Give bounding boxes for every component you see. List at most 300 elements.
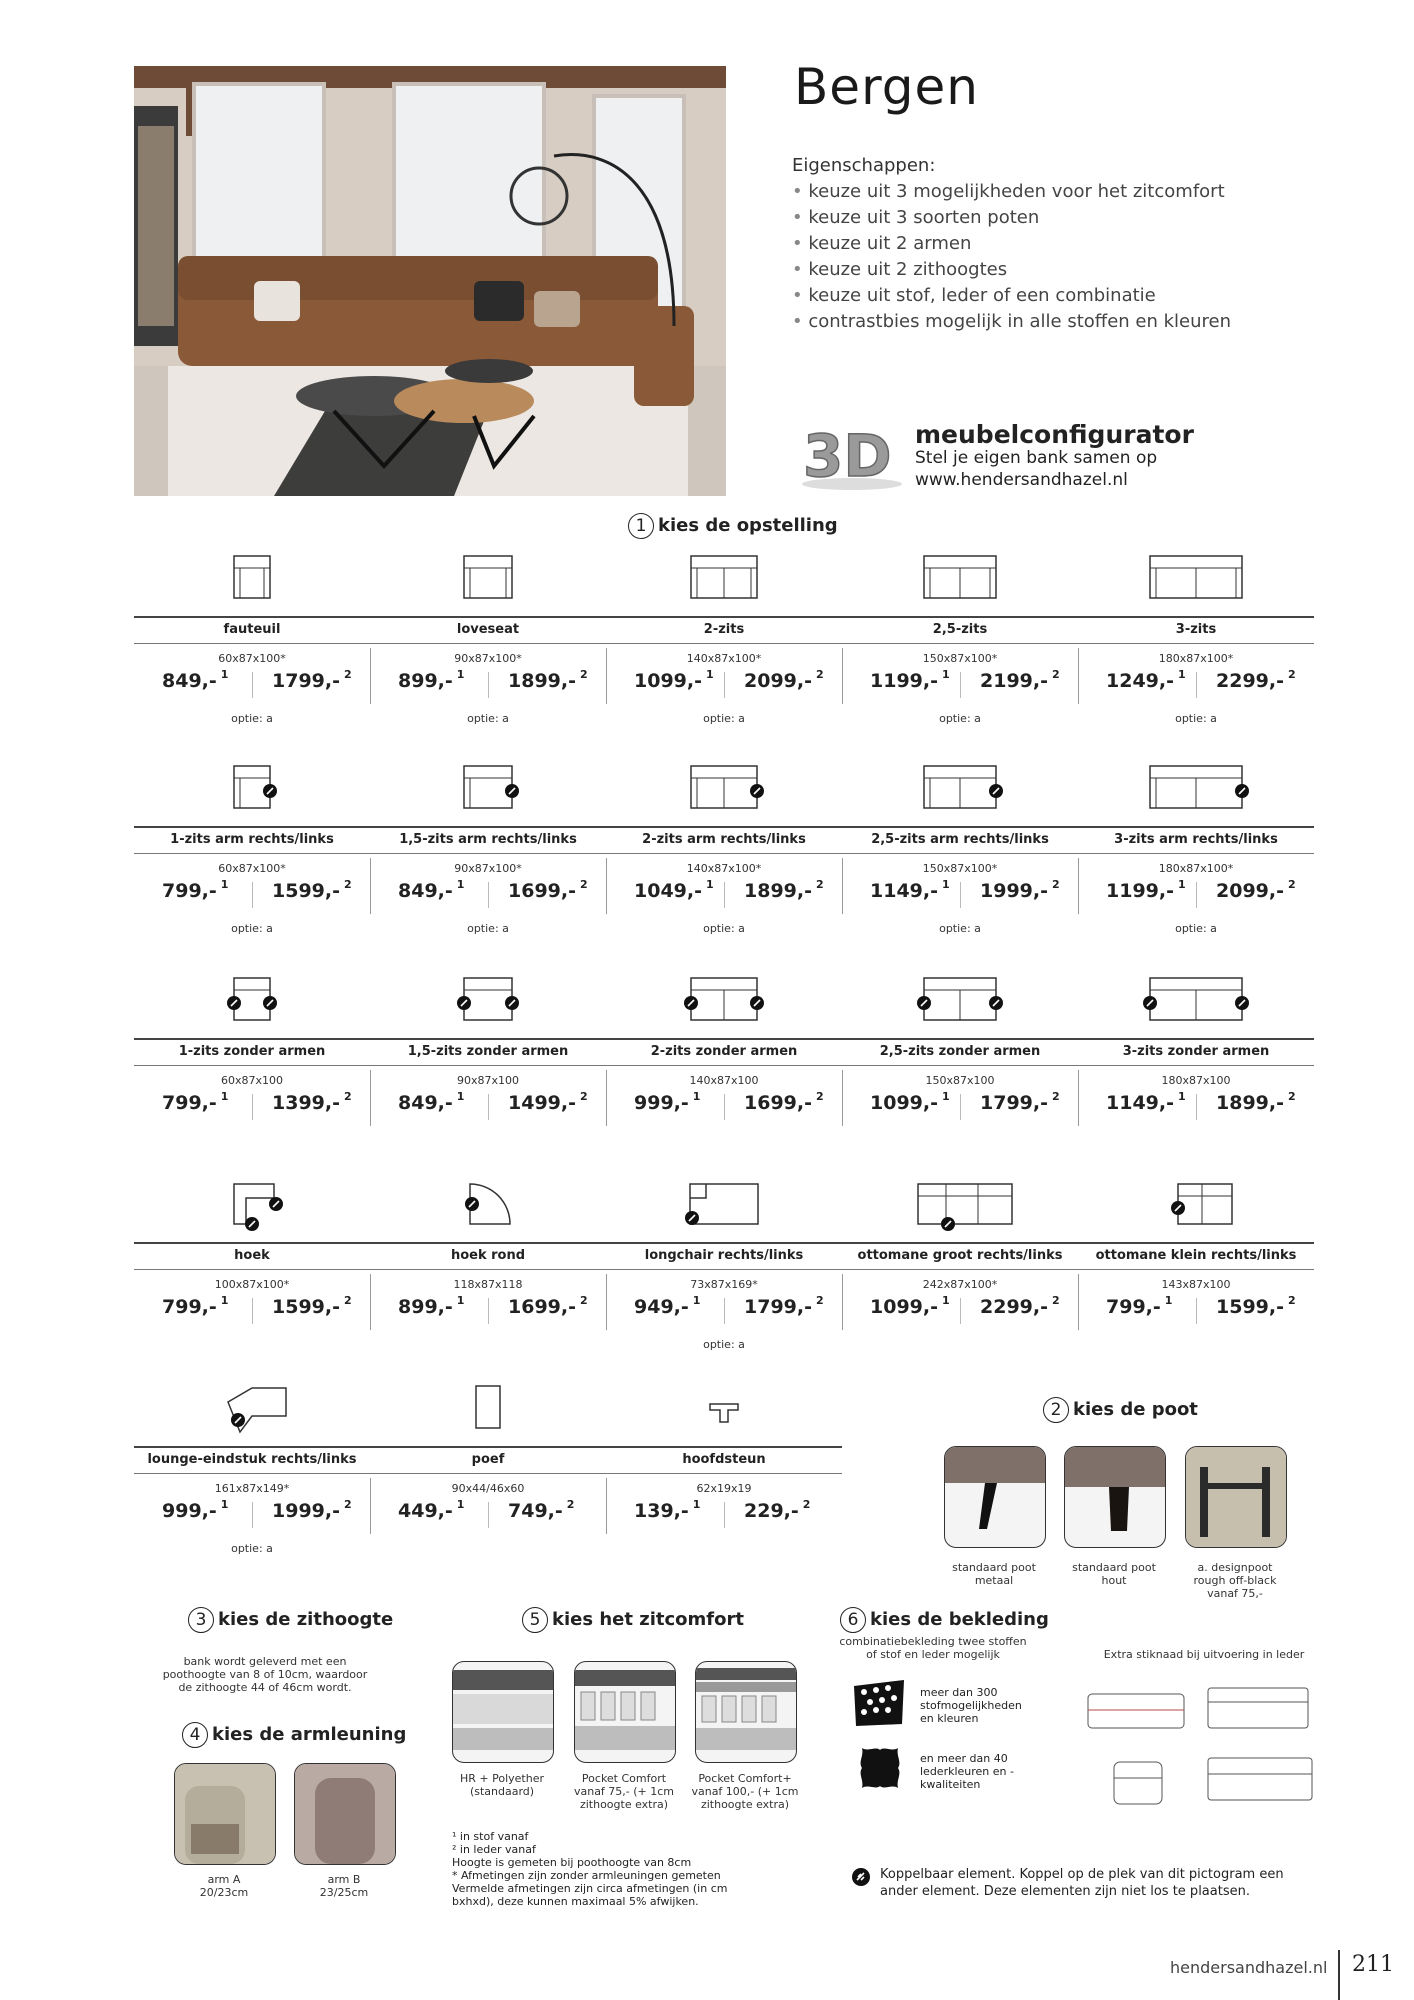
price-leather	[980, 1296, 1060, 1318]
link-icon	[263, 784, 277, 798]
element-name: 3-zits zonder armen	[1122, 1044, 1270, 1059]
price-value: 449,-	[398, 1500, 453, 1522]
price-fabric	[634, 1092, 700, 1114]
price-divider	[488, 882, 489, 908]
element-option: optie: a	[703, 1338, 745, 1351]
footnote-mark: 2	[1051, 668, 1060, 681]
price-value: 849,-	[162, 670, 217, 692]
element-diagram-icon	[370, 552, 606, 612]
price-fabric	[634, 1296, 700, 1318]
price-value: 1799,-	[980, 1092, 1048, 1114]
price-value: 1099,-	[870, 1092, 938, 1114]
footnote-mark: 1	[220, 1294, 229, 1307]
element-diagram-icon	[134, 552, 370, 612]
seat-height-text: bank wordt geleverd met een poothoogte van 8 of 10cm, waardoor de zithoogte 44 of 46cm wordt.	[162, 1655, 368, 1694]
link-icon	[263, 996, 277, 1010]
element-option: optie: a	[1175, 712, 1217, 725]
link-icon	[684, 996, 698, 1010]
footnotes	[452, 1830, 727, 1908]
element-name: ottomane groot rechts/links	[857, 1248, 1063, 1263]
price-fabric	[398, 1296, 464, 1318]
element-diagram-icon	[842, 552, 1078, 612]
price-value: 1599,-	[272, 1296, 340, 1318]
price-divider	[252, 1502, 253, 1528]
price-value: 2199,-	[980, 670, 1048, 692]
price-fabric	[398, 1092, 464, 1114]
element-dimensions: 180x87x100*	[1158, 652, 1234, 665]
element-dimensions: 161x87x149*	[214, 1482, 290, 1495]
footnote: ² in leder vanaf	[452, 1843, 536, 1856]
element-name: 2-zits arm rechts/links	[642, 832, 806, 847]
fabric-text: meer dan 300 stofmogelijkheden en kleuren	[920, 1686, 1022, 1725]
row-divider	[134, 826, 1314, 828]
price-fabric	[634, 880, 714, 902]
element-dimensions: 90x87x100*	[454, 652, 522, 665]
link-icon	[1235, 996, 1249, 1010]
footnote-mark: 1	[941, 668, 950, 681]
link-icon	[465, 1197, 479, 1211]
link-icon	[505, 996, 519, 1010]
price-divider	[724, 1298, 725, 1324]
link-icon	[231, 1413, 245, 1427]
arm-label	[294, 1873, 394, 1899]
element-diagram-icon	[1078, 974, 1314, 1034]
price-leather	[508, 880, 588, 902]
element-option: optie: a	[703, 922, 745, 935]
row-divider	[134, 1242, 1314, 1244]
element-option: optie: a	[939, 712, 981, 725]
step-label: kies de opstelling	[658, 515, 838, 536]
price-leather	[980, 880, 1060, 902]
element-dimensions: 150x87x100*	[922, 652, 998, 665]
price-leather	[980, 1092, 1060, 1114]
step-6-title	[840, 1607, 1049, 1633]
arm-photo-b[interactable]	[294, 1763, 396, 1865]
element-diagram-icon	[1078, 762, 1314, 822]
element-name: lounge-eindstuk rechts/links	[147, 1452, 357, 1467]
price-value: 1899,-	[1216, 1092, 1284, 1114]
element-diagram-icon	[606, 552, 842, 612]
step-number: 6	[840, 1607, 866, 1633]
footnote-mark: 2	[579, 878, 588, 891]
price-value: 1049,-	[634, 880, 702, 902]
element-diagram-icon	[370, 762, 606, 822]
footnote-mark: 1	[1177, 1090, 1186, 1103]
price-fabric	[1106, 670, 1186, 692]
footnote-mark: 2	[1287, 668, 1296, 681]
element-name: 1-zits zonder armen	[178, 1044, 326, 1059]
price-value: 749,-	[508, 1500, 563, 1522]
price-fabric	[1106, 1296, 1172, 1318]
element-option: optie: a	[467, 712, 509, 725]
footnote-mark: 2	[579, 1294, 588, 1307]
footnote-mark: 1	[692, 1498, 701, 1511]
price-divider	[488, 1298, 489, 1324]
cell-divider	[370, 1070, 371, 1126]
property-item: • contrastbies mogelijk in alle stoffen en kleuren	[792, 309, 1231, 335]
leg-photo-metal[interactable]	[944, 1446, 1046, 1548]
price-fabric	[870, 1296, 950, 1318]
price-value: 229,-	[744, 1500, 799, 1522]
price-value: 949,-	[634, 1296, 689, 1318]
link-icon	[917, 996, 931, 1010]
price-divider	[724, 1094, 725, 1120]
price-divider	[1196, 672, 1197, 698]
price-divider	[1196, 1094, 1197, 1120]
cell-divider	[1078, 1070, 1079, 1126]
price-value: 1899,-	[744, 880, 812, 902]
comfort-photo-pocket[interactable]	[574, 1661, 676, 1763]
price-leather	[508, 670, 588, 692]
footnote-mark: 1	[456, 668, 465, 681]
price-value: 1699,-	[744, 1092, 812, 1114]
leg-label: a. designpoot rough off-black vanaf 75,-	[1193, 1561, 1277, 1600]
step-4-title	[182, 1722, 406, 1748]
price-value: 1699,-	[508, 880, 576, 902]
cell-divider	[1078, 648, 1079, 704]
step-number: 2	[1043, 1397, 1069, 1423]
element-dimensions: 90x44/46x60	[451, 1482, 525, 1495]
price-value: 849,-	[398, 1092, 453, 1114]
footnote-mark: 1	[220, 878, 229, 891]
price-leather	[272, 1500, 352, 1522]
element-dimensions: 180x87x100	[1161, 1074, 1231, 1087]
element-diagram-icon	[370, 1178, 606, 1238]
properties-list	[792, 179, 1231, 335]
price-leather	[1216, 880, 1296, 902]
link-icon	[505, 784, 519, 798]
price-value: 2099,-	[1216, 880, 1284, 902]
element-option: optie: a	[1175, 922, 1217, 935]
footnote-mark: 1	[705, 878, 714, 891]
price-leather	[1216, 1296, 1296, 1318]
arm-size: 20/23cm	[199, 1886, 249, 1899]
price-value: 1999,-	[980, 880, 1048, 902]
link-icon	[269, 1197, 283, 1211]
property-item: • keuze uit 3 mogelijkheden voor het zitcomfort	[792, 179, 1231, 205]
row-divider	[134, 1473, 842, 1474]
price-value: 999,-	[162, 1500, 217, 1522]
element-diagram-icon	[134, 1382, 370, 1442]
row-divider	[134, 1065, 1314, 1066]
footnote-mark: 2	[815, 668, 824, 681]
price-leather	[744, 1296, 824, 1318]
element-name: 2,5-zits arm rechts/links	[871, 832, 1049, 847]
3d-logo-icon	[797, 418, 907, 494]
footnote-mark: 1	[941, 1294, 950, 1307]
price-divider	[960, 882, 961, 908]
element-diagram-icon	[606, 762, 842, 822]
cell-divider	[370, 1274, 371, 1330]
element-dimensions: 150x87x100*	[922, 862, 998, 875]
price-fabric	[634, 1500, 700, 1522]
element-option: optie: a	[703, 712, 745, 725]
price-value: 1599,-	[272, 880, 340, 902]
configurator-title: meubelconfigurator	[915, 420, 1194, 449]
page-number: 211	[1352, 1952, 1394, 1977]
price-leather	[1216, 1092, 1296, 1114]
element-name: hoek	[234, 1248, 270, 1263]
leg-photo-wood[interactable]	[1064, 1446, 1166, 1548]
element-name: 2,5-zits	[932, 622, 988, 637]
footnote-mark: 1	[220, 1090, 229, 1103]
price-value: 2099,-	[744, 670, 812, 692]
link-icon	[685, 1211, 699, 1225]
price-value: 1399,-	[272, 1092, 340, 1114]
element-name: 2-zits	[703, 622, 745, 637]
price-fabric	[162, 1500, 228, 1522]
footnote-mark: 2	[343, 668, 352, 681]
footnote-mark: 2	[815, 1090, 824, 1103]
footnote-mark: 2	[1287, 1294, 1296, 1307]
price-value: 2299,-	[1216, 670, 1284, 692]
leg-photo-design[interactable]	[1185, 1446, 1287, 1548]
price-value: 1499,-	[508, 1092, 576, 1114]
row-divider	[134, 616, 1314, 618]
footnote-mark: 2	[1051, 1090, 1060, 1103]
price-fabric	[1106, 1092, 1186, 1114]
comfort-photo-hr[interactable]	[452, 1661, 554, 1763]
cell-divider	[842, 858, 843, 914]
step-number: 3	[188, 1607, 214, 1633]
3d-logo-text: 3D	[803, 422, 892, 490]
price-value: 1799,-	[744, 1296, 812, 1318]
step-label: kies de zithoogte	[218, 1609, 394, 1630]
price-value: 1899,-	[508, 670, 576, 692]
price-value: 849,-	[398, 880, 453, 902]
footer-divider	[1338, 1950, 1340, 2000]
properties-heading: Eigenschappen:	[792, 155, 936, 176]
step-number: 5	[522, 1607, 548, 1633]
price-divider	[724, 882, 725, 908]
property-item: • keuze uit 2 zithoogtes	[792, 257, 1231, 283]
element-option: optie: a	[939, 922, 981, 935]
element-dimensions: 90x87x100*	[454, 862, 522, 875]
price-leather	[980, 670, 1060, 692]
price-value: 1199,-	[1106, 880, 1174, 902]
footnote-mark: 2	[1051, 1294, 1060, 1307]
leg-label: standaard poot hout	[1072, 1561, 1156, 1587]
element-name: hoek rond	[450, 1248, 526, 1263]
footnote-mark: 1	[456, 1294, 465, 1307]
link-icon	[1235, 784, 1249, 798]
configurator-banner[interactable]	[797, 416, 1194, 498]
cell-divider	[370, 1478, 371, 1534]
footnote-mark: 2	[566, 1498, 575, 1511]
price-fabric	[162, 670, 228, 692]
element-name: loveseat	[456, 622, 520, 637]
element-dimensions: 90x87x100	[456, 1074, 519, 1087]
price-value: 899,-	[398, 670, 453, 692]
element-name: 3-zits arm rechts/links	[1114, 832, 1278, 847]
row-divider	[134, 853, 1314, 854]
element-diagram-icon	[134, 1178, 370, 1238]
footnote-mark: 1	[692, 1090, 701, 1103]
cell-divider	[1078, 858, 1079, 914]
cell-divider	[606, 1070, 607, 1126]
step-3-title	[188, 1607, 393, 1633]
footnote-mark: 2	[815, 1294, 824, 1307]
row-divider	[134, 1269, 1314, 1270]
price-fabric	[398, 880, 464, 902]
link-icon	[1143, 996, 1157, 1010]
price-value: 1599,-	[1216, 1296, 1284, 1318]
step-label: kies het zitcomfort	[552, 1609, 744, 1630]
property-item: • keuze uit stof, leder of een combinatie	[792, 283, 1231, 309]
row-divider	[134, 643, 1314, 644]
price-divider	[252, 882, 253, 908]
footnote-mark: 2	[815, 878, 824, 891]
element-dimensions: 118x87x118	[453, 1278, 523, 1291]
link-icon	[1171, 1201, 1185, 1215]
element-dimensions: 60x87x100*	[218, 862, 286, 875]
leg-label: standaard poot metaal	[952, 1561, 1036, 1587]
price-leather	[272, 1092, 352, 1114]
footnote: Hoogte is gemeten bij poothoogte van 8cm	[452, 1856, 692, 1869]
footnote: bxhxd), deze kunnen maximaal 5% afwijken.	[452, 1895, 699, 1908]
element-diagram-icon	[134, 762, 370, 822]
footnote-mark: 1	[692, 1294, 701, 1307]
element-dimensions: 180x87x100*	[1158, 862, 1234, 875]
price-fabric	[634, 670, 714, 692]
price-divider	[252, 1298, 253, 1324]
price-leather	[744, 1092, 824, 1114]
price-fabric	[1106, 880, 1186, 902]
price-fabric	[870, 670, 950, 692]
step-number: 1	[628, 513, 654, 539]
price-leather	[272, 670, 352, 692]
element-option: optie: a	[231, 712, 273, 725]
comfort-label: Pocket Comfort+ vanaf 100,- (+ 1cm zithoogte extra)	[691, 1772, 799, 1811]
configurator-url[interactable]: www.hendersandhazel.nl	[915, 470, 1128, 490]
element-name: 1,5-zits arm rechts/links	[399, 832, 577, 847]
footnote-mark: 1	[1164, 1294, 1173, 1307]
price-leather	[272, 1296, 352, 1318]
link-icon	[989, 784, 1003, 798]
footnote-mark: 2	[343, 878, 352, 891]
element-name: longchair rechts/links	[644, 1248, 804, 1263]
price-divider	[724, 672, 725, 698]
price-divider	[488, 672, 489, 698]
step-5-title	[522, 1607, 744, 1633]
footnote-mark: 1	[220, 1498, 229, 1511]
price-value: 799,-	[1106, 1296, 1161, 1318]
link-icon	[989, 996, 1003, 1010]
price-value: 899,-	[398, 1296, 453, 1318]
element-dimensions: 60x87x100*	[218, 652, 286, 665]
element-diagram-icon	[370, 974, 606, 1034]
element-diagram-icon	[370, 1382, 606, 1442]
price-value: 799,-	[162, 880, 217, 902]
arm-name: arm A	[207, 1873, 241, 1886]
cell-divider	[842, 1070, 843, 1126]
element-diagram-icon	[606, 1382, 842, 1442]
hero-photo	[134, 66, 726, 496]
price-divider	[1196, 1298, 1197, 1324]
price-value: 139,-	[634, 1500, 689, 1522]
price-value: 1099,-	[870, 1296, 938, 1318]
stitch-text: Extra stiknaad bij uitvoering in leder	[1103, 1648, 1305, 1661]
element-name: 1-zits arm rechts/links	[170, 832, 334, 847]
cell-divider	[370, 648, 371, 704]
step-number: 4	[182, 1722, 208, 1748]
price-divider	[724, 1502, 725, 1528]
configurator-line1: Stel je eigen bank samen op	[915, 448, 1158, 468]
footnote-mark: 1	[941, 1090, 950, 1103]
footnote-mark: 2	[579, 1090, 588, 1103]
price-leather	[508, 1500, 574, 1522]
footnote-mark: 2	[1287, 1090, 1296, 1103]
element-diagram-icon	[1078, 1178, 1314, 1238]
price-divider	[252, 1094, 253, 1120]
footnote-mark: 1	[705, 668, 714, 681]
footnote-mark: 1	[1177, 878, 1186, 891]
element-option: optie: a	[467, 922, 509, 935]
price-value: 999,-	[634, 1092, 689, 1114]
footnote: * Afmetingen zijn zonder armleuningen gemeten	[452, 1869, 721, 1882]
step-2-title	[1043, 1397, 1198, 1423]
element-name: ottomane klein rechts/links	[1095, 1248, 1297, 1263]
cell-divider	[606, 1478, 607, 1534]
price-value: 1149,-	[1106, 1092, 1174, 1114]
price-fabric	[398, 670, 464, 692]
element-name: 3-zits	[1175, 622, 1217, 637]
element-dimensions: 150x87x100	[925, 1074, 995, 1087]
row-divider	[134, 1446, 842, 1448]
element-dimensions: 140x87x100	[689, 1074, 759, 1087]
footnote-mark: 2	[343, 1294, 352, 1307]
element-dimensions: 100x87x100*	[214, 1278, 290, 1291]
price-value: 1149,-	[870, 880, 938, 902]
link-icon	[227, 996, 241, 1010]
element-diagram-icon	[134, 974, 370, 1034]
footnote-mark: 2	[343, 1498, 352, 1511]
footnote-mark: 2	[579, 668, 588, 681]
link-icon	[457, 996, 471, 1010]
fabric-icon	[850, 1676, 908, 1730]
price-fabric	[162, 1092, 228, 1114]
cell-divider	[606, 1274, 607, 1330]
price-leather	[744, 1500, 810, 1522]
step-1-title	[628, 513, 838, 539]
cell-divider	[606, 858, 607, 914]
element-dimensions: 140x87x100*	[686, 652, 762, 665]
arm-photo-a[interactable]	[174, 1763, 276, 1865]
price-value: 799,-	[162, 1296, 217, 1318]
link-icon	[750, 996, 764, 1010]
cell-divider	[370, 858, 371, 914]
property-item: • keuze uit 3 soorten poten	[792, 205, 1231, 231]
cell-divider	[1078, 1274, 1079, 1330]
element-name: hoofdsteun	[682, 1452, 766, 1467]
footnote: ¹ in stof vanaf	[452, 1830, 529, 1843]
page-title: Bergen	[794, 58, 979, 116]
element-dimensions: 73x87x169*	[690, 1278, 758, 1291]
price-leather	[508, 1092, 588, 1114]
price-value: 1699,-	[508, 1296, 576, 1318]
price-fabric	[162, 880, 228, 902]
comfort-photo-pocket-plus[interactable]	[695, 1661, 797, 1763]
element-dimensions: 242x87x100*	[922, 1278, 998, 1291]
footnote-mark: 2	[1051, 878, 1060, 891]
link-icon	[941, 1217, 955, 1231]
element-name: 2,5-zits zonder armen	[879, 1044, 1041, 1059]
stitch-drawings	[1084, 1682, 1324, 1812]
step-label: kies de poot	[1073, 1399, 1198, 1420]
element-dimensions: 140x87x100*	[686, 862, 762, 875]
footer-brand[interactable]: hendersandhazel.nl	[1170, 1958, 1328, 1977]
footnote: Vermelde afmetingen zijn circa afmetingen (in cm	[452, 1882, 728, 1895]
